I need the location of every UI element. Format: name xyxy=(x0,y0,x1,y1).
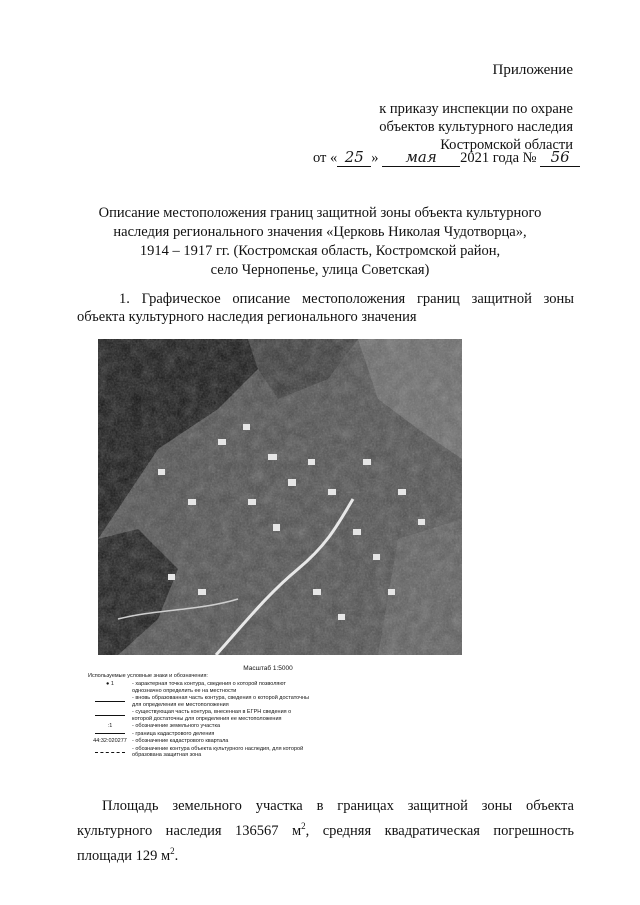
legend-item xyxy=(88,709,408,722)
order-line-1: к приказу инспекции по охране xyxy=(379,101,573,117)
legend-line-symbol xyxy=(88,695,132,708)
legend-item xyxy=(88,738,408,745)
map-legend xyxy=(88,666,408,759)
date-prefix: от « xyxy=(313,150,338,166)
area-paragraph xyxy=(77,796,574,866)
map-scale: Масштаб 1:5000 xyxy=(243,665,293,672)
legend-item xyxy=(88,695,408,708)
legend-line-symbol xyxy=(88,746,132,759)
section-1-heading xyxy=(77,290,574,326)
aerial-map xyxy=(98,339,462,655)
legend-parcel-symbol: :1 xyxy=(107,723,113,729)
order-reference xyxy=(379,100,573,154)
date-mid: » xyxy=(371,150,379,166)
legend-item xyxy=(88,681,408,694)
legend-line-symbol xyxy=(88,731,132,738)
area-line-3: площади 129 $м^2$. xyxy=(77,845,179,864)
doc-number: 56 xyxy=(540,148,580,167)
title-line-3: 1914 – 1917 гг. (Костромская область, Костромской район, xyxy=(139,243,501,259)
title-line-4: село Чернопенье, улица Советская) xyxy=(210,262,430,278)
legend-item xyxy=(88,723,408,730)
area-line-1: Площадь земельного участка в границах защитной зоны объекта xyxy=(102,798,574,814)
appendix-label: Приложение xyxy=(492,62,573,78)
document-title xyxy=(60,204,580,280)
legend-item xyxy=(88,746,408,759)
order-line-2: объектов культурного наследия xyxy=(379,119,573,135)
title-line-1: Описание местоположения границ защитной зоны объекта культурного xyxy=(98,205,542,221)
legend-text: - существующая часть контура, внесенная в ЕГРН сведения о которой достаточны для определения ее местоположения xyxy=(132,709,292,722)
legend-text: - вновь образованная часть контура, сведения о которой достаточны для определения ее местоположения xyxy=(132,695,309,708)
date-year: 2021 года № xyxy=(460,150,537,166)
legend-text: - граница кадастрового деления xyxy=(132,730,215,737)
legend-text: - обозначение земельного участка xyxy=(132,723,221,729)
date-day: 25 xyxy=(337,148,371,167)
aerial-photo xyxy=(98,339,462,655)
legend-text: - характерная точка контура, сведения о которой позволяют однозначно определить ее на местности xyxy=(132,681,286,694)
legend-text: - обозначение кадастрового квартала xyxy=(132,738,229,744)
title-line-2: наследия регионального значения «Церковь Николая Чудотворца», xyxy=(113,224,527,240)
legend-quarter-symbol: 44:32:020277 xyxy=(93,738,127,744)
legend-point-symbol: ● 1 xyxy=(106,681,114,687)
date-month: мая xyxy=(382,148,460,167)
order-line-3: Костромской области xyxy=(440,137,573,153)
legend-title: Используемые условные знаки и обозначения: xyxy=(88,672,208,679)
legend-item xyxy=(88,731,408,738)
section-1-line-2: объекта культурного наследия регионального значения xyxy=(77,309,417,325)
area-line-2: культурного наследия 136567 $м^2$, средняя квадратическая погрешность xyxy=(77,821,574,839)
legend-text: - обозначение контура объекта культурного наследия, для которой образована защитная зона xyxy=(132,745,304,758)
legend-line-symbol xyxy=(88,709,132,722)
section-1-line-1: 1. Графическое описание местоположения границ защитной зоны xyxy=(119,291,574,307)
order-date-line xyxy=(313,148,580,167)
